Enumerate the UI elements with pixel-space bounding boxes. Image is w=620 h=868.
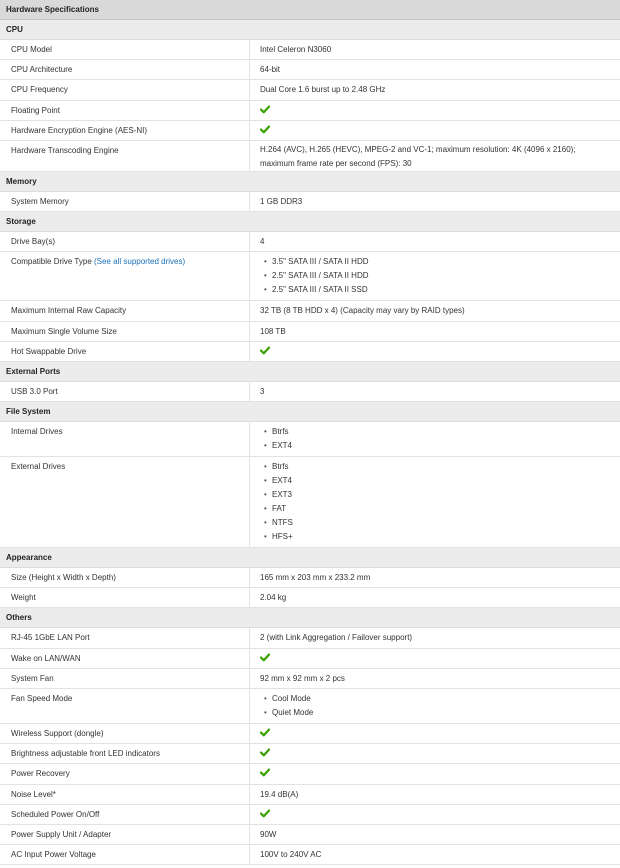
spec-label-text: Fan Speed Mode bbox=[11, 694, 73, 703]
spec-label bbox=[0, 764, 250, 783]
spec-row-fan-speed-mode bbox=[0, 689, 620, 724]
spec-label-text: Power Supply Unit / Adapter bbox=[11, 829, 112, 839]
spec-label-text: Hardware Encryption Engine (AES-NI) bbox=[11, 125, 148, 135]
list-item bbox=[260, 692, 602, 706]
spec-value: 3 bbox=[260, 386, 265, 396]
list-item-text: NTFS bbox=[272, 518, 293, 528]
list-item-text: 2.5" SATA III / SATA II HDD bbox=[272, 271, 369, 281]
spec-label bbox=[0, 744, 250, 763]
spec-label-text: CPU Model bbox=[11, 45, 52, 54]
spec-label-text: Power Recovery bbox=[11, 769, 70, 779]
spec-label-text: External Drives bbox=[11, 462, 66, 472]
spec-value: 108 TB bbox=[260, 326, 286, 336]
spec-value-list bbox=[260, 425, 602, 453]
spec-label-text: System Fan bbox=[11, 673, 54, 683]
spec-label-text: Weight bbox=[11, 593, 36, 603]
spec-row-cpu-frequency bbox=[0, 80, 620, 100]
spec-label bbox=[0, 669, 250, 688]
spec-label-text: CPU Frequency bbox=[11, 85, 68, 95]
spec-row-system-memory bbox=[0, 192, 620, 212]
spec-value: 19.4 dB(A) bbox=[260, 789, 299, 799]
spec-label-text: Internal Drives bbox=[11, 427, 63, 437]
spec-label-text: System Memory bbox=[11, 196, 69, 206]
panel-title: Hardware Specifications bbox=[0, 0, 620, 20]
section-header-external-ports: External Ports bbox=[0, 362, 620, 382]
spec-row-power-supply-unit-adapter bbox=[0, 825, 620, 845]
spec-value bbox=[250, 744, 620, 763]
spec-row-noise-level bbox=[0, 785, 620, 805]
spec-label-text: Hot Swappable Drive bbox=[11, 346, 87, 356]
spec-label bbox=[0, 628, 250, 647]
spec-label bbox=[0, 825, 250, 844]
list-item-text: Quiet Mode bbox=[272, 708, 314, 717]
spec-value bbox=[250, 342, 620, 361]
list-item-text: 3.5" SATA III / SATA II HDD bbox=[272, 257, 369, 267]
spec-value: 1 GB DDR3 bbox=[260, 196, 303, 206]
spec-row-brightness-adjustable-front-led-indicators bbox=[0, 744, 620, 764]
spec-label bbox=[0, 101, 250, 120]
bullet-icon: • bbox=[264, 518, 267, 528]
spec-value-list bbox=[260, 692, 602, 720]
spec-value bbox=[250, 764, 620, 783]
spec-label-text: CPU Architecture bbox=[11, 65, 73, 75]
bullet-icon: • bbox=[264, 257, 267, 267]
spec-value: 4 bbox=[260, 237, 265, 247]
spec-label bbox=[0, 80, 250, 99]
section-header-storage: Storage bbox=[0, 212, 620, 232]
list-item-text: EXT3 bbox=[272, 490, 293, 500]
spec-label bbox=[0, 342, 250, 361]
spec-row-system-fan bbox=[0, 669, 620, 689]
spec-value bbox=[250, 422, 620, 456]
spec-value bbox=[250, 689, 620, 723]
spec-value bbox=[250, 101, 620, 120]
bullet-icon: • bbox=[264, 490, 267, 500]
list-item-text: Btrfs bbox=[272, 427, 289, 437]
spec-row-cpu-model bbox=[0, 40, 620, 60]
spec-label bbox=[0, 192, 250, 211]
bullet-icon: • bbox=[264, 476, 267, 486]
spec-label-text: USB 3.0 Port bbox=[11, 386, 58, 396]
list-item bbox=[260, 474, 602, 488]
spec-value-list bbox=[260, 255, 602, 297]
list-item bbox=[260, 460, 602, 474]
spec-row-ac-input-power-voltage bbox=[0, 845, 620, 865]
spec-value bbox=[250, 121, 620, 140]
spec-label bbox=[0, 724, 250, 743]
bullet-icon: • bbox=[264, 441, 267, 451]
list-item bbox=[260, 283, 602, 297]
spec-label bbox=[0, 785, 250, 804]
section-header-cpu: CPU bbox=[0, 20, 620, 40]
spec-row-hot-swappable-drive bbox=[0, 342, 620, 362]
list-item bbox=[260, 255, 602, 269]
spec-label bbox=[0, 588, 250, 607]
spec-label-text: Scheduled Power On/Off bbox=[11, 809, 100, 819]
list-item bbox=[260, 502, 602, 516]
spec-label bbox=[0, 232, 250, 251]
spec-row-scheduled-power-on-off bbox=[0, 805, 620, 825]
check-icon bbox=[260, 748, 270, 757]
spec-label-text: Maximum Internal Raw Capacity bbox=[11, 306, 127, 316]
spec-label bbox=[0, 649, 250, 668]
list-item bbox=[260, 439, 602, 453]
spec-value: 2.04 kg bbox=[260, 593, 287, 603]
spec-value: 100V to 240V AC bbox=[260, 850, 322, 860]
spec-row-weight bbox=[0, 588, 620, 608]
spec-value: Dual Core 1.6 burst up to 2.48 GHz bbox=[260, 85, 386, 95]
spec-row-drive-bay-s bbox=[0, 232, 620, 252]
bullet-icon: • bbox=[264, 285, 267, 295]
spec-label bbox=[0, 382, 250, 401]
spec-value: H.264 (AVC), H.265 (HEVC), MPEG-2 and VC-1; maximum resolution: 4K (4096 x 2160); maximum frame rate per second (FPS): 30 bbox=[260, 144, 576, 168]
list-item bbox=[260, 488, 602, 502]
list-item bbox=[260, 516, 602, 530]
spec-label bbox=[0, 422, 250, 456]
spec-label bbox=[0, 845, 250, 864]
spec-value bbox=[250, 724, 620, 743]
check-icon bbox=[260, 768, 270, 777]
spec-label bbox=[0, 457, 250, 547]
spec-label-text: Brightness adjustable front LED indicators bbox=[11, 749, 160, 759]
spec-row-external-drives bbox=[0, 457, 620, 548]
list-item-text: Btrfs bbox=[272, 462, 289, 472]
spec-row-cpu-architecture bbox=[0, 60, 620, 80]
spec-row-floating-point bbox=[0, 101, 620, 121]
spec-label-text: Noise Level* bbox=[11, 789, 56, 799]
spec-label-text: AC Input Power Voltage bbox=[11, 850, 96, 860]
spec-value bbox=[250, 252, 620, 300]
spec-value: 64-bit bbox=[260, 65, 281, 75]
spec-row-compatible-drive-type bbox=[0, 252, 620, 301]
spec-value bbox=[250, 649, 620, 668]
check-icon bbox=[260, 653, 270, 662]
list-item-text: HFS+ bbox=[272, 532, 293, 542]
spec-row-maximum-single-volume-size bbox=[0, 322, 620, 342]
spec-label bbox=[0, 689, 250, 723]
spec-label-text: Wake on LAN/WAN bbox=[11, 653, 81, 663]
list-item bbox=[260, 706, 602, 720]
spec-value: 32 TB (8 TB HDD x 4) (Capacity may vary by RAID types) bbox=[260, 306, 465, 316]
spec-label-text: Wireless Support (dongle) bbox=[11, 729, 104, 738]
check-icon bbox=[260, 125, 270, 134]
spec-value: 92 mm x 92 mm x 2 pcs bbox=[260, 673, 345, 683]
bullet-icon: • bbox=[264, 271, 267, 281]
list-item-text: EXT4 bbox=[272, 441, 293, 451]
spec-value: 2 (with Link Aggregation / Failover support) bbox=[260, 633, 413, 643]
check-icon bbox=[260, 346, 270, 355]
list-item bbox=[260, 269, 602, 283]
spec-row-hardware-encryption-engine-aes-ni bbox=[0, 121, 620, 141]
spec-value-list bbox=[260, 460, 602, 544]
bullet-icon: • bbox=[264, 708, 267, 717]
spec-label-text: Size (Height x Width x Depth) bbox=[11, 573, 116, 583]
spec-label bbox=[0, 121, 250, 140]
bullet-icon: • bbox=[264, 694, 267, 703]
spec-row-hardware-transcoding-engine bbox=[0, 141, 620, 172]
spec-value: Intel Celeron N3060 bbox=[260, 45, 332, 54]
spec-value bbox=[250, 805, 620, 824]
spec-label bbox=[0, 40, 250, 59]
spec-row-rj-45-1gbe-lan-port bbox=[0, 628, 620, 648]
spec-row-usb-3-0-port bbox=[0, 382, 620, 402]
spec-label bbox=[0, 301, 250, 320]
spec-label-text: Maximum Single Volume Size bbox=[11, 326, 117, 336]
list-item-text: FAT bbox=[272, 504, 287, 514]
spec-label-text: Drive Bay(s) bbox=[11, 237, 56, 247]
spec-row-wireless-support-dongle bbox=[0, 724, 620, 744]
spec-label bbox=[0, 60, 250, 79]
spec-label bbox=[0, 252, 250, 300]
spec-label-text: RJ-45 1GbE LAN Port bbox=[11, 633, 90, 643]
spec-label bbox=[0, 568, 250, 587]
bullet-icon: • bbox=[264, 462, 267, 472]
list-item-text: 2.5" SATA III / SATA II SSD bbox=[272, 285, 368, 295]
see-supported-drives-link[interactable]: (See all supported drives) bbox=[94, 257, 186, 267]
section-header-file-system: File System bbox=[0, 402, 620, 422]
section-header-appearance: Appearance bbox=[0, 548, 620, 568]
spec-row-maximum-internal-raw-capacity bbox=[0, 301, 620, 321]
spec-sections bbox=[0, 20, 620, 865]
bullet-icon: • bbox=[264, 532, 267, 542]
spec-row-power-recovery bbox=[0, 764, 620, 784]
list-item bbox=[260, 530, 602, 544]
bullet-icon: • bbox=[264, 504, 267, 514]
spec-label bbox=[0, 141, 250, 171]
spec-row-wake-on-lan-wan bbox=[0, 649, 620, 669]
list-item bbox=[260, 425, 602, 439]
spec-label bbox=[0, 322, 250, 341]
section-header-others: Others bbox=[0, 608, 620, 628]
list-item-text: EXT4 bbox=[272, 476, 293, 486]
check-icon bbox=[260, 105, 270, 114]
spec-row-size-height-x-width-x-depth bbox=[0, 568, 620, 588]
check-icon bbox=[260, 809, 270, 818]
spec-label bbox=[0, 805, 250, 824]
spec-value: 165 mm x 203 mm x 233.2 mm bbox=[260, 573, 371, 583]
spec-value bbox=[250, 457, 620, 547]
list-item-text: Cool Mode bbox=[272, 694, 311, 703]
spec-label-text: Hardware Transcoding Engine bbox=[11, 145, 119, 155]
check-icon bbox=[260, 728, 270, 737]
section-header-memory: Memory bbox=[0, 172, 620, 192]
spec-label-text: Floating Point bbox=[11, 105, 60, 115]
bullet-icon: • bbox=[264, 427, 267, 437]
spec-row-internal-drives bbox=[0, 422, 620, 457]
spec-label-text: Compatible Drive Type bbox=[11, 257, 92, 267]
spec-value: 90W bbox=[260, 829, 277, 839]
